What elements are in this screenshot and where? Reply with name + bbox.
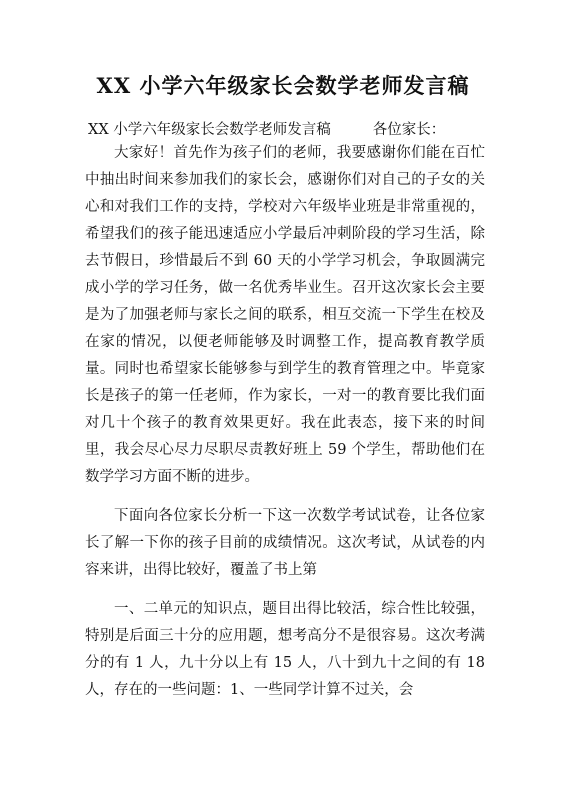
paragraph-2: 下面向各位家长分析一下这一次数学考试试卷，让各位家长了解一下你的孩子目前的成绩情况。这次考试，从试卷的内容来讲，出得比较好，覆盖了书上第 [85,508,485,578]
speech-body [85,140,485,704]
paragraph-1: 大家好！首先作为孩子们的老师，我要感谢你们能在百忙中抽出时间来参加我们的家长会，感谢你们对自己的子女的关心和对我们工作的支持，学校对六年级毕业班是非常重视的，希望我们的孩子能迅速适应小学最后冲刺阶段的学习生活，除去节假日，珍惜最后不到 60 天的小学学习机会，争取圆满完成小学的学习任务，做一名优秀毕业生。召开这次家长会主要是为了加强老师与家长之间的联系，相互交流一下学生在校及在家的情况，以便老师能够及时调整工作，提高教育教学质量。同时也希望家长能够参与到学生的教育管理之中。毕竟家长是孩子的第一任老师，作为家长，一对一的教育要比我们面对几十个孩子的教育效果更好。我在此表态，接下来的时间里，我会尽心尽力尽职尽责教好班上 59 个学生，帮助他们在数学学习方面不断的进步。 [85,145,485,485]
document-title: XX 小学六年级家长会数学老师发言稿 [96,73,470,98]
subtitle: XX 小学六年级家长会数学老师发言稿 [88,122,331,138]
paragraph-3: 一、二单元的知识点，题目出得比较活，综合性比较强，特别是后面三十分的应用题，想考高分不是很容易。这次考满分的有 1 人，九十分以上有 15 人，八十到九十之间的有 18 人，存在的一些问题：1、一些同学计算不过关，会 [85,601,485,698]
subtitle-line [88,118,445,139]
greeting: 各位家长： [372,122,446,138]
